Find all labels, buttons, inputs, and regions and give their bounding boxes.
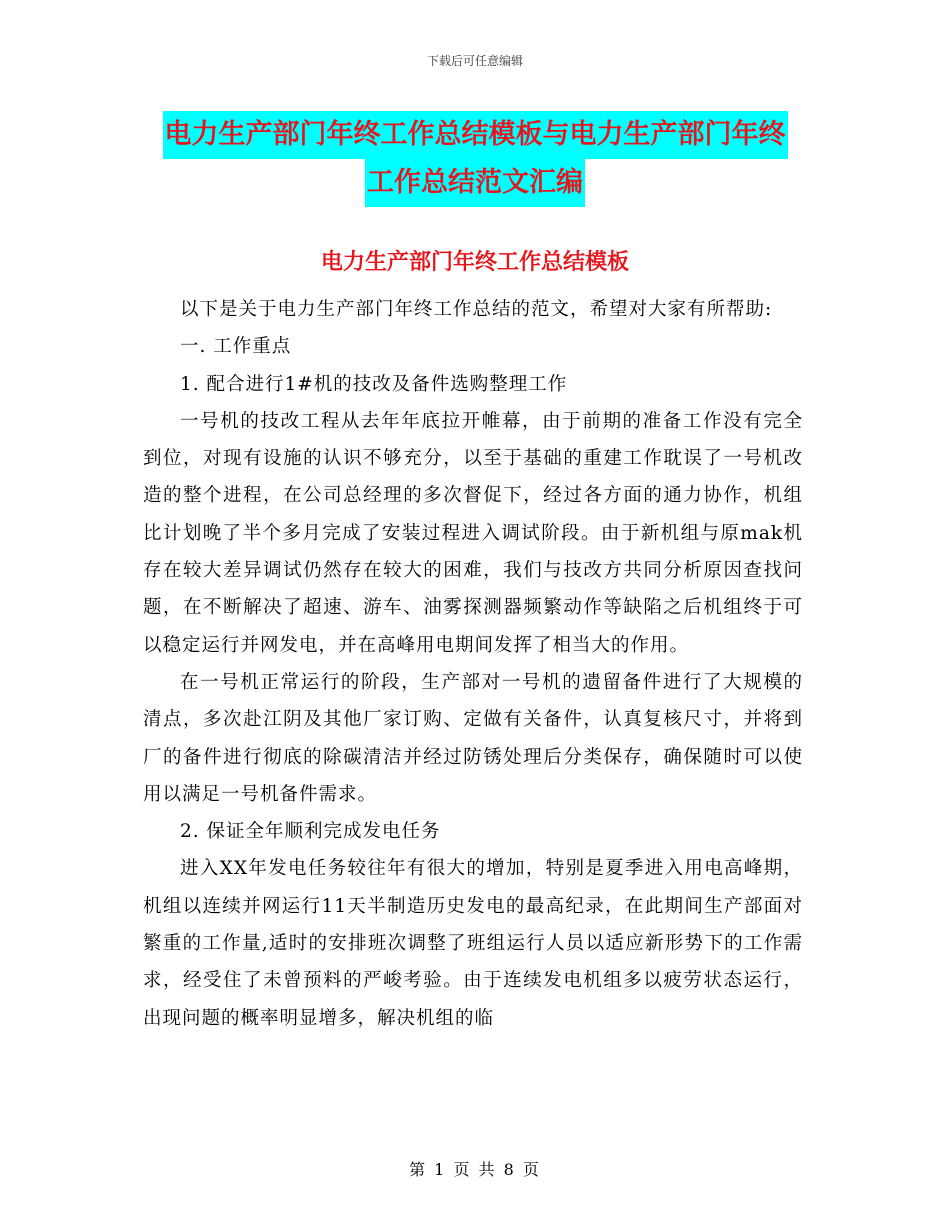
body-paragraph: 一号机的技改工程从去年年底拉开帷幕，由于前期的准备工作没有完全到位，对现有设施的认识不够充分，以至于基础的重建工作耽误了一号机改造的整个进程，在公司总经理的多次督促下，经过各方面的通力协作，机组比计划晚了半个多月完成了安装过程进入调试阶段。由于新机组与原mak机存在较大差异调试仍然存在较大的困难，我们与技改方共同分析原因查找问题，在不断解决了超速、游车、油雾探测器频繁动作等缺陷之后机组终于可以稳定运行并网发电，并在高峰用电期间发挥了相当大的作用。	[143, 410, 803, 656]
subheading-item-1: 1. 配合进行1#机的技改及备件选购整理工作	[180, 373, 568, 395]
document-body	[143, 291, 803, 1037]
document-title	[130, 111, 820, 207]
subheading-item-2: 2. 保证全年顺利完成发电任务	[180, 821, 441, 843]
body-paragraph: 在一号机正常运行的阶段，生产部对一号机的遗留备件进行了大规模的清点，多次赴江阴及其他厂家订购、定做有关备件，认真复核尺寸，并将到厂的备件进行彻底的除碳清洁并经过防锈处理后分类保存，确保随时可以使用以满足一号机备件需求。	[143, 671, 803, 805]
body-paragraph: 进入XX年发电任务较往年有很大的增加，特别是夏季进入用电高峰期，机组以连续并网运行11天半制造历史发电的最高纪录，在此期间生产部面对繁重的工作量,适时的安排班次调整了班组运行人员以适应新形势下的工作需求，经受住了未曾预料的严峻考验。由于连续发电机组多以疲劳状态运行，出现问题的概率明显增多，解决机组的临	[143, 858, 803, 1029]
title-line-1: 电力生产部门年终工作总结模板与电力生产部门年终	[163, 111, 788, 159]
heading-work-focus: 一. 工作重点	[180, 336, 292, 358]
title-line-2: 工作总结范文汇编	[365, 159, 585, 207]
intro-paragraph: 以下是关于电力生产部门年终工作总结的范文，希望对大家有所帮助:	[180, 299, 773, 320]
page-header-note: 下载后可任意编辑	[426, 54, 523, 68]
section-heading: 电力生产部门年终工作总结模板	[320, 250, 629, 275]
page-number-footer: 第 1 页 共 8 页	[409, 1160, 541, 1179]
